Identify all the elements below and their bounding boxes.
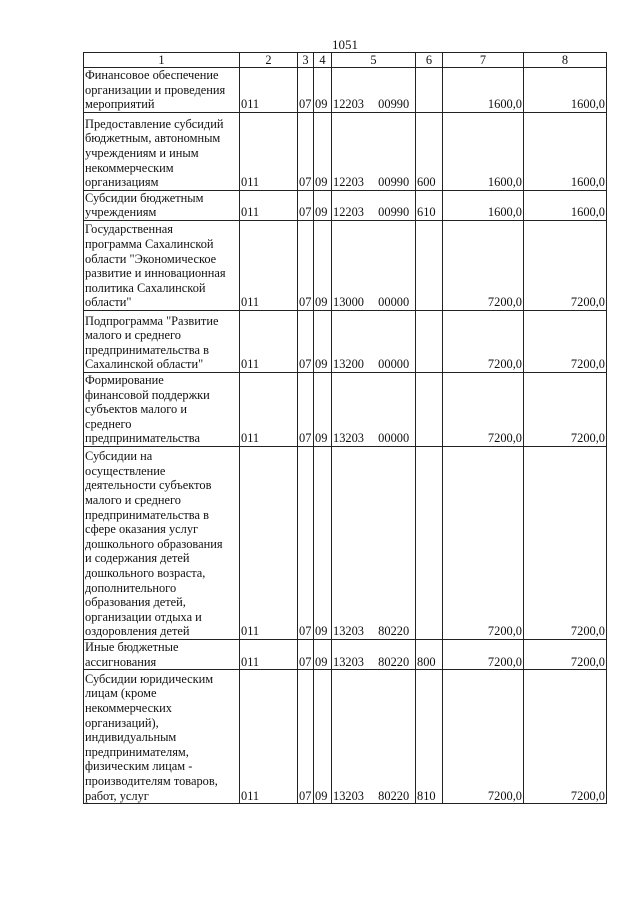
page-number: 1051 xyxy=(332,37,358,52)
section-code-cell: 07 xyxy=(298,310,314,372)
program-code-cell: 13203 80220 xyxy=(332,670,416,804)
subsection-code-cell: 09 xyxy=(314,372,332,446)
section-code-cell: 07 xyxy=(298,190,314,220)
program-code-cell: 13203 80220 xyxy=(332,639,416,669)
subsection-code-cell: 09 xyxy=(314,112,332,190)
row-name-cell: Субсидии на осуществление деятельности субъектов малого и среднего предпринимательства в сфере оказания услуг дошкольного образования и содержания детей дошкольного возраста, дополнительного образования детей, организации отдыха и оздоровления детей xyxy=(84,446,240,639)
amount-cell: 7200,0 xyxy=(443,372,524,446)
amount-cell: 7200,0 xyxy=(524,372,607,446)
row-name-cell: Субсидии юридическим лицам (кроме некоммерческих организаций), индивидуальным предпринимателям, физическим лицам - производителям товаров, работ, услуг xyxy=(84,670,240,804)
row-name-cell: Государственная программа Сахалинской области "Экономическое развитие и инновационная политика Сахалинской области" xyxy=(84,220,240,310)
amount-cell: 7200,0 xyxy=(524,446,607,639)
program-code-cell: 13000 00000 xyxy=(332,220,416,310)
amount-cell: 7200,0 xyxy=(524,220,607,310)
column-header: 3 xyxy=(298,53,314,68)
column-header: 5 xyxy=(332,53,416,68)
subsection-code-cell: 09 xyxy=(314,220,332,310)
table-row xyxy=(84,372,607,446)
program-code-cell: 12203 00990 xyxy=(332,112,416,190)
ministry-code-cell: 011 xyxy=(240,639,298,669)
column-header: 1 xyxy=(84,53,240,68)
row-name-cell: Субсидии бюджетным учреждениям xyxy=(84,190,240,220)
amount-cell: 1600,0 xyxy=(443,112,524,190)
column-header: 4 xyxy=(314,53,332,68)
amount-cell: 7200,0 xyxy=(524,670,607,804)
budget-table xyxy=(83,52,607,804)
amount-cell: 1600,0 xyxy=(443,68,524,113)
table-row xyxy=(84,220,607,310)
column-header: 7 xyxy=(443,53,524,68)
row-name-cell: Формирование финансовой поддержки субъектов малого и среднего предпринимательства xyxy=(84,372,240,446)
amount-cell: 1600,0 xyxy=(443,190,524,220)
section-code-cell: 07 xyxy=(298,639,314,669)
section-code-cell: 07 xyxy=(298,446,314,639)
subsection-code-cell: 09 xyxy=(314,446,332,639)
program-code-cell: 13200 00000 xyxy=(332,310,416,372)
column-header: 2 xyxy=(240,53,298,68)
amount-cell: 7200,0 xyxy=(443,310,524,372)
subsection-code-cell: 09 xyxy=(314,310,332,372)
section-code-cell: 07 xyxy=(298,112,314,190)
amount-cell: 1600,0 xyxy=(524,190,607,220)
ministry-code-cell: 011 xyxy=(240,310,298,372)
subsection-code-cell: 09 xyxy=(314,670,332,804)
section-code-cell: 07 xyxy=(298,670,314,804)
expense-type-cell xyxy=(416,446,443,639)
column-header: 6 xyxy=(416,53,443,68)
program-code-cell: 12203 00990 xyxy=(332,190,416,220)
section-code-cell: 07 xyxy=(298,372,314,446)
expense-type-cell: 800 xyxy=(416,639,443,669)
amount-cell: 1600,0 xyxy=(524,112,607,190)
expense-type-cell xyxy=(416,310,443,372)
column-header: 8 xyxy=(524,53,607,68)
header-row xyxy=(84,53,607,68)
ministry-code-cell: 011 xyxy=(240,112,298,190)
program-code-cell: 12203 00990 xyxy=(332,68,416,113)
amount-cell: 7200,0 xyxy=(443,220,524,310)
amount-cell: 7200,0 xyxy=(443,639,524,669)
subsection-code-cell: 09 xyxy=(314,190,332,220)
table-row xyxy=(84,446,607,639)
ministry-code-cell: 011 xyxy=(240,68,298,113)
expense-type-cell: 610 xyxy=(416,190,443,220)
table-row xyxy=(84,112,607,190)
row-name-cell: Иные бюджетные ассигнования xyxy=(84,639,240,669)
ministry-code-cell: 011 xyxy=(240,446,298,639)
amount-cell: 1600,0 xyxy=(524,68,607,113)
table-row xyxy=(84,670,607,804)
subsection-code-cell: 09 xyxy=(314,639,332,669)
ministry-code-cell: 011 xyxy=(240,220,298,310)
table-row xyxy=(84,68,607,113)
table-row xyxy=(84,190,607,220)
amount-cell: 7200,0 xyxy=(443,446,524,639)
program-code-cell: 13203 00000 xyxy=(332,372,416,446)
ministry-code-cell: 011 xyxy=(240,372,298,446)
amount-cell: 7200,0 xyxy=(524,310,607,372)
section-code-cell: 07 xyxy=(298,220,314,310)
expense-type-cell xyxy=(416,220,443,310)
amount-cell: 7200,0 xyxy=(443,670,524,804)
row-name-cell: Финансовое обеспечение организации и проведения мероприятий xyxy=(84,68,240,113)
expense-type-cell: 810 xyxy=(416,670,443,804)
amount-cell: 7200,0 xyxy=(524,639,607,669)
expense-type-cell: 600 xyxy=(416,112,443,190)
ministry-code-cell: 011 xyxy=(240,670,298,804)
table-row xyxy=(84,310,607,372)
expense-type-cell xyxy=(416,372,443,446)
table-row xyxy=(84,639,607,669)
section-code-cell: 07 xyxy=(298,68,314,113)
program-code-cell: 13203 80220 xyxy=(332,446,416,639)
row-name-cell: Подпрограмма "Развитие малого и среднего предпринимательства в Сахалинской области" xyxy=(84,310,240,372)
expense-type-cell xyxy=(416,68,443,113)
subsection-code-cell: 09 xyxy=(314,68,332,113)
ministry-code-cell: 011 xyxy=(240,190,298,220)
row-name-cell: Предоставление субсидий бюджетным, автономным учреждениям и иным некоммерческим организациям xyxy=(84,112,240,190)
